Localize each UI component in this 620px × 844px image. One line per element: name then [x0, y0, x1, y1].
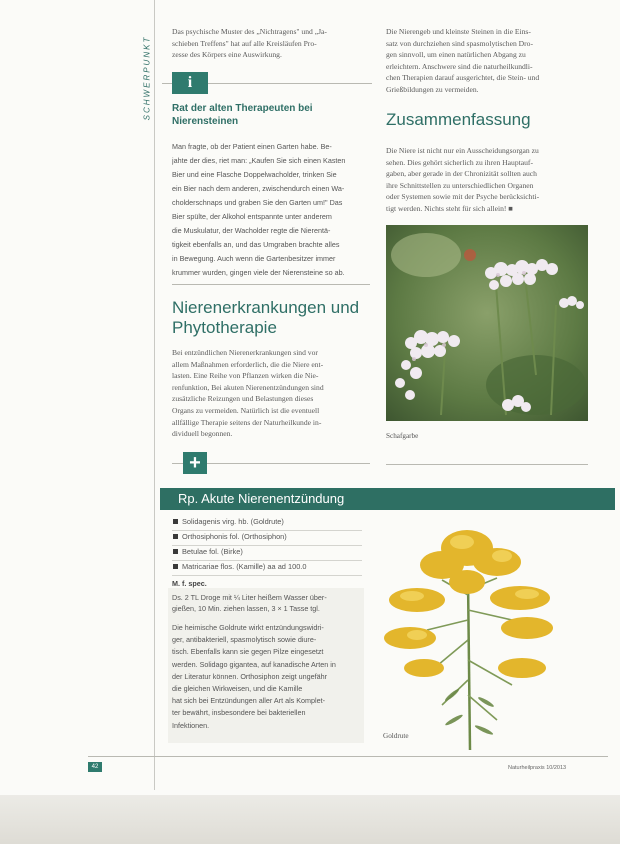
- text-line: tigkeit ebenfalls an, und das Umgraben brachte alles: [172, 240, 340, 249]
- ingredient-item: Betulae fol. (Birke): [172, 546, 362, 561]
- text-line: erleichtern. Anschwere sind die naturheilkundli-: [386, 61, 533, 71]
- text-line: dividuell begonnen.: [172, 429, 233, 439]
- text-line: Die heimische Goldrute wirkt entzündungswidri-: [172, 623, 324, 632]
- ingredient-item: Matricariae flos. (Kamille) aa ad 100.0: [172, 561, 362, 576]
- text-line: renfunktion, Bei akuten Nierenentzündungen sind: [172, 382, 324, 392]
- text-line: Das psychische Muster des „Nichtragens" und „Ja-: [172, 27, 327, 36]
- summary-heading: Zusammenfassung: [386, 110, 531, 129]
- text-line: schieben Treffens" hat auf alle Kreisläufen Pro-: [172, 38, 317, 48]
- sidebar-title: Rat der alten Therapeuten bei Nierensteinen: [172, 103, 313, 127]
- section-label: SCHWERPUNKT: [142, 35, 152, 121]
- text-line: Ds. 2 TL Droge mit ¼ Liter heißem Wasser über-: [172, 593, 327, 602]
- text-line: der Literatur können. Orthosiphon zeigt ungefähr: [172, 671, 328, 681]
- page-number: 42: [91, 764, 99, 770]
- text-line: tigt werden. Nichts steht für sich allein! ■: [386, 204, 513, 213]
- text-line: sehen. Dies gehört sicherlich zu ihren Hauptauf-: [386, 157, 533, 167]
- scan-margin: [0, 795, 620, 844]
- text-line: die gleichen Wirkweisen, und die Kamille: [172, 684, 303, 693]
- text-line: zusätzliche Reizungen und Belastungen dieses: [172, 394, 314, 404]
- text-line: ger, antibakteriell, spasmolytisch sowie diure-: [172, 635, 317, 645]
- text-line: ihre Schnittstellen zu unterschiedlichen Organen: [386, 180, 534, 190]
- section-heading: Nierenerkrankungen und Phytotherapie: [172, 298, 360, 337]
- page-number-box: [88, 762, 102, 772]
- text-line: Bei entzündlichen Nierenerkrankungen sind vor: [172, 348, 318, 357]
- text-line: jahte der dies, riet man: „Kaufen Sie sich einen Kasten: [172, 156, 346, 165]
- text-line: allfällige Therapie seitens der Naturheilkunde in-: [172, 417, 322, 427]
- text-line: in Bewegung. Auch wenn die Gartenbesitzer immer: [172, 254, 336, 263]
- journal-footer: Naturheilpraxis 10/2013: [508, 765, 567, 771]
- text-line: gaben, aber gerade in der Chronizität sollten auch: [386, 169, 537, 179]
- ingredient-item: Orthosiphonis fol. (Orthosiphon): [172, 531, 362, 546]
- text-line: oder Systemen sowie mit der Psyche berücksichti-: [386, 192, 540, 202]
- text-line: Die Nierengeb und kleinste Steinen in die Eins-: [386, 27, 531, 36]
- yarrow-caption: Schafgarbe: [386, 432, 419, 440]
- column-divider: [154, 0, 155, 790]
- text-line: Grießbildungen zu vermeiden.: [386, 84, 479, 94]
- text-line: cholderschnaps und graben Sie den Garten um!" Das: [172, 198, 343, 207]
- text-line: Bier und eine Flasche Doppelwacholder, trinken Sie: [172, 170, 337, 179]
- text-line: zesse des Körpers eine Auswirkung.: [172, 50, 282, 59]
- goldenrod-caption: Goldrute: [383, 732, 409, 740]
- text-line: werden. Solidago gigantea, auf kanadische Arten in: [172, 659, 336, 669]
- footer-rule: [88, 756, 608, 757]
- goldenrod-photo: [372, 520, 602, 755]
- ingredient-item: Solidagenis virg. hb. (Goldrute): [172, 516, 362, 531]
- text-line: krummer wurden, gingen viele der Nierensteine so ab.: [172, 268, 345, 277]
- plus-icon: +: [183, 452, 207, 474]
- text-line: hat sich bei Entzündungen aller Art als Komplet-: [172, 696, 326, 706]
- info-icon: i: [172, 72, 208, 94]
- text-line: ein Bier nach dem anderen, zwischendurch einen Wa-: [172, 184, 345, 193]
- text-line: Infektionen.: [172, 720, 210, 730]
- text-line: Die Niere ist nicht nur ein Ausscheidungsorgan zu: [386, 146, 539, 155]
- text-line: gen sinnvoll, um einen natürlichen Abgang zu: [386, 50, 526, 59]
- text-line: lasten. Eine Reihe von Pflanzen wirken die Nie-: [172, 371, 319, 381]
- sidebar-bottom-rule: [172, 284, 370, 285]
- text-line: chen Therapien darauf ausgerichtet, die Stein- und: [386, 73, 540, 82]
- text-line: gießen, 10 Min. ziehen lassen, 3 × 1 Tasse tgl.: [172, 603, 320, 613]
- yarrow-photo: [386, 225, 588, 421]
- mf-label: M. f. spec.: [172, 579, 207, 588]
- text-line: Man fragte, ob der Patient einen Garten habe. Be-: [172, 142, 332, 151]
- text-line: allem Maßnahmen erforderlich, die die Niere ent-: [172, 359, 324, 369]
- recipe-title-bar: [160, 488, 615, 510]
- right-bottom-rule: [386, 464, 588, 465]
- text-line: Bier spülte, der Alkohol entspannte unter anderem: [172, 212, 332, 221]
- text-line: tisch. Ebenfalls kann sie gegen Pilze eingesetzt: [172, 647, 324, 657]
- text-line: ter bewährt, insbesondere bei bakteriellen: [172, 708, 306, 718]
- text-line: Organs zu vermeiden. Natürlich ist die eventuell: [172, 406, 320, 415]
- recipe-title: Rp. Akute Nierenentzündung: [178, 491, 345, 506]
- text-line: die Muskulatur, der Wacholder regte die Nierentä-: [172, 226, 331, 235]
- text-line: satz von durchziehen sind spasmolytischen Dro-: [386, 38, 533, 48]
- ingredient-list: [172, 516, 362, 576]
